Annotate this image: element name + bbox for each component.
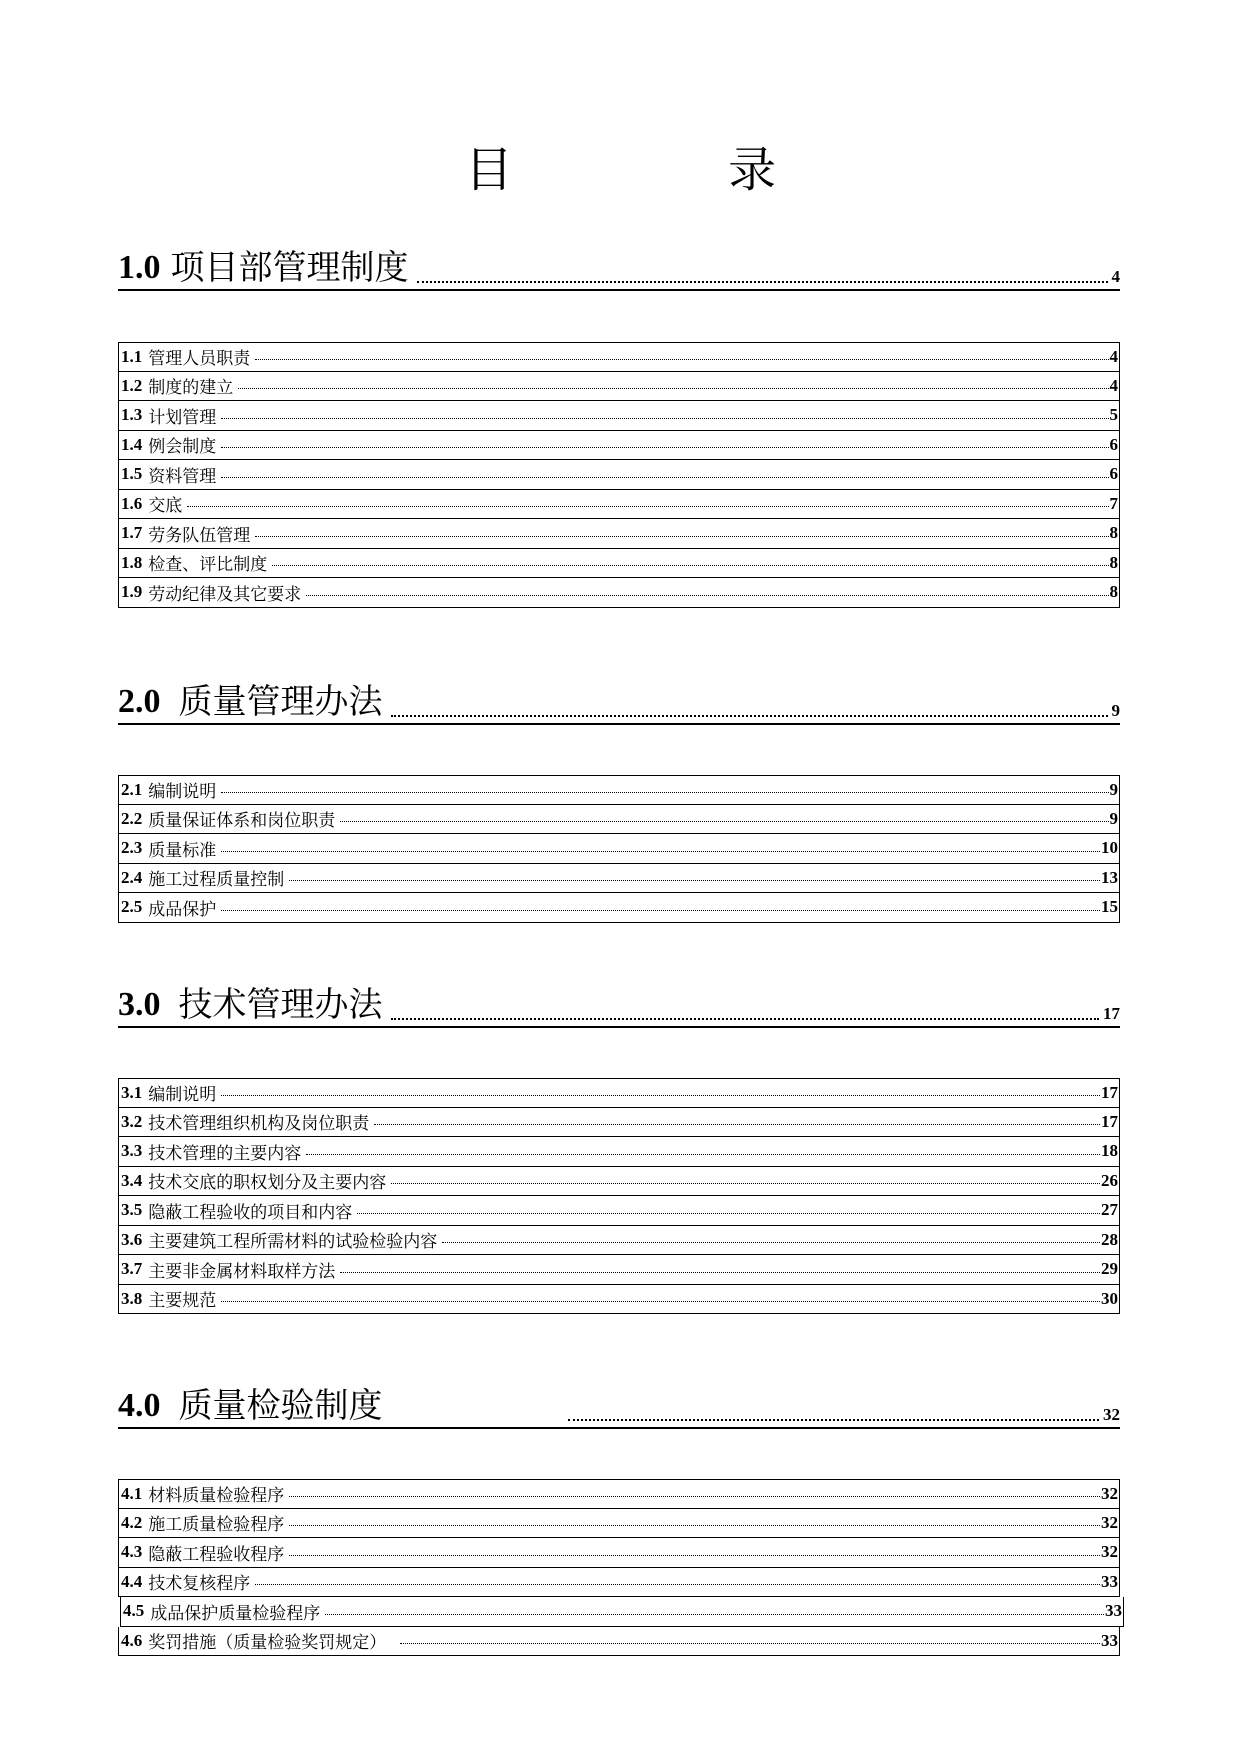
dot-leader <box>289 1525 1100 1526</box>
toc-entry[interactable] <box>118 1137 1120 1167</box>
entry-label: 成品保护 <box>148 899 217 920</box>
toc-entry[interactable] <box>118 1568 1120 1598</box>
entry-page-number: 6 <box>1109 464 1118 484</box>
entry-page-number: 17 <box>1101 1111 1118 1131</box>
entry-page-number: 13 <box>1101 867 1118 887</box>
dot-leader <box>221 910 1100 911</box>
toc-list <box>118 1479 1120 1656</box>
dot-leader <box>221 447 1108 448</box>
dot-leader <box>221 418 1108 419</box>
entry-number: 1.8 <box>121 552 143 572</box>
entry-page-number: 29 <box>1101 1259 1118 1279</box>
dot-leader <box>238 388 1108 389</box>
section-heading[interactable] <box>118 980 1120 1028</box>
entry-page-number: 4 <box>1109 375 1118 395</box>
entry-number: 1.1 <box>121 346 143 366</box>
entry-label: 计划管理 <box>148 407 217 428</box>
section-heading[interactable] <box>118 677 1120 725</box>
toc-entry[interactable] <box>118 805 1120 835</box>
entry-page-number: 5 <box>1109 405 1118 425</box>
entry-page-number: 33 <box>1101 1571 1118 1591</box>
entry-page-number: 33 <box>1101 1630 1118 1650</box>
dot-leader <box>391 1018 1100 1020</box>
entry-page-number: 18 <box>1101 1141 1118 1161</box>
dot-leader <box>391 1183 1100 1184</box>
page-title: 目 录 <box>464 142 877 198</box>
toc-entry[interactable] <box>118 1108 1120 1138</box>
toc-entry[interactable] <box>118 1196 1120 1226</box>
entry-label: 交底 <box>148 496 183 517</box>
toc-entry[interactable] <box>118 1479 1120 1509</box>
dot-leader <box>306 595 1108 596</box>
entry-page-number: 26 <box>1101 1170 1118 1190</box>
entry-number: 1.9 <box>121 582 143 602</box>
toc-entry[interactable] <box>118 1285 1120 1315</box>
dot-leader <box>272 565 1108 566</box>
entry-label: 编制说明 <box>148 1085 217 1106</box>
dot-leader <box>442 1242 1100 1243</box>
dot-leader <box>255 1584 1100 1585</box>
entry-number: 3.5 <box>121 1200 143 1220</box>
entry-number: 1.2 <box>121 375 143 395</box>
toc-entry[interactable] <box>118 519 1120 549</box>
entry-page-number: 4 <box>1109 346 1118 366</box>
dot-leader <box>289 1496 1100 1497</box>
entry-page-number: 32 <box>1101 1542 1118 1562</box>
entry-label: 检查、评比制度 <box>148 555 268 576</box>
dot-leader <box>255 536 1108 537</box>
toc-list <box>118 775 1120 923</box>
toc-entry[interactable] <box>118 834 1120 864</box>
section-number: 3.0 <box>118 986 161 1023</box>
toc-entry[interactable] <box>118 864 1120 894</box>
dot-leader <box>340 1272 1100 1273</box>
toc-entry[interactable] <box>118 1167 1120 1197</box>
dot-leader <box>255 359 1108 360</box>
entry-number: 1.6 <box>121 493 143 513</box>
entry-page-number: 32 <box>1101 1512 1118 1532</box>
toc-entry[interactable] <box>118 1538 1120 1568</box>
entry-number: 3.2 <box>121 1111 143 1131</box>
entry-label: 技术管理的主要内容 <box>148 1143 302 1164</box>
entry-label: 质量保证体系和岗位职责 <box>148 811 336 832</box>
entry-number: 1.3 <box>121 405 143 425</box>
entry-page-number: 8 <box>1109 582 1118 602</box>
entry-number: 4.1 <box>121 1483 143 1503</box>
entry-page-number: 8 <box>1109 523 1118 543</box>
entry-number: 4.5 <box>123 1601 145 1621</box>
toc-entry[interactable] <box>118 1226 1120 1256</box>
section-page-number: 9 <box>1111 701 1120 720</box>
entry-page-number: 10 <box>1101 838 1118 858</box>
entry-number: 4.2 <box>121 1512 143 1532</box>
entry-number: 1.7 <box>121 523 143 543</box>
dot-leader <box>568 1419 1100 1421</box>
toc-entry[interactable] <box>118 1255 1120 1285</box>
entry-number: 3.1 <box>121 1082 143 1102</box>
dot-leader <box>221 851 1100 852</box>
dot-leader <box>221 792 1108 793</box>
entry-page-number: 33 <box>1105 1601 1122 1621</box>
section-page-number: 17 <box>1103 1004 1120 1023</box>
section-number: 2.0 <box>118 683 161 720</box>
toc-entry[interactable] <box>118 372 1120 402</box>
entry-label: 施工质量检验程序 <box>148 1515 285 1536</box>
dot-leader <box>221 1301 1100 1302</box>
entry-label: 管理人员职责 <box>148 349 251 370</box>
entry-number: 3.8 <box>121 1288 143 1308</box>
entry-number: 4.6 <box>121 1630 143 1650</box>
entry-page-number: 9 <box>1109 779 1118 799</box>
entry-number: 3.7 <box>121 1259 143 1279</box>
entry-label: 施工过程质量控制 <box>148 870 285 891</box>
entry-page-number: 17 <box>1101 1082 1118 1102</box>
toc-entry[interactable] <box>118 490 1120 520</box>
entry-number: 1.5 <box>121 464 143 484</box>
entry-page-number: 8 <box>1109 552 1118 572</box>
toc-entry[interactable] <box>118 549 1120 579</box>
entry-page-number: 27 <box>1101 1200 1118 1220</box>
entry-label: 材料质量检验程序 <box>148 1486 285 1507</box>
dot-leader <box>357 1213 1100 1214</box>
entry-page-number: 6 <box>1109 434 1118 454</box>
section-title: 质量检验制度 <box>178 1386 383 1426</box>
entry-number: 2.1 <box>121 779 143 799</box>
toc-entry[interactable] <box>118 578 1120 608</box>
entry-number: 2.5 <box>121 897 143 917</box>
section-heading[interactable] <box>118 243 1120 291</box>
toc-list <box>118 1078 1120 1314</box>
dot-leader <box>306 1154 1100 1155</box>
section-title: 项目部管理制度 <box>170 248 409 288</box>
entry-page-number: 15 <box>1101 897 1118 917</box>
dot-leader <box>221 1095 1100 1096</box>
dot-leader <box>400 1643 1100 1644</box>
section-title: 技术管理办法 <box>178 985 383 1025</box>
dot-leader <box>289 880 1100 881</box>
dot-leader <box>374 1124 1100 1125</box>
entry-number: 2.3 <box>121 838 143 858</box>
entry-label: 编制说明 <box>148 782 217 803</box>
entry-number: 3.3 <box>121 1141 143 1161</box>
entry-label: 成品保护质量检验程序 <box>150 1603 321 1624</box>
entry-number: 2.2 <box>121 808 143 828</box>
toc-entry[interactable] <box>120 1597 1124 1627</box>
entry-number: 2.4 <box>121 867 143 887</box>
entry-label: 隐蔽工程验收程序 <box>148 1544 285 1565</box>
section-page-number: 32 <box>1103 1405 1120 1424</box>
section-heading[interactable] <box>118 1381 1120 1429</box>
entry-label: 奖罚措施（质量检验奖罚规定） <box>148 1633 387 1654</box>
toc-entry[interactable] <box>118 1509 1120 1539</box>
entry-label: 制度的建立 <box>148 378 234 399</box>
section-number: 4.0 <box>118 1387 161 1424</box>
entry-label: 主要规范 <box>148 1291 217 1312</box>
entry-label: 质量标准 <box>148 840 217 861</box>
dot-leader <box>221 477 1108 478</box>
entry-label: 技术管理组织机构及岗位职责 <box>148 1114 370 1135</box>
entry-label: 主要非金属材料取样方法 <box>148 1261 336 1282</box>
entry-number: 1.4 <box>121 434 143 454</box>
dot-leader <box>187 506 1108 507</box>
section-page-number: 4 <box>1111 267 1120 286</box>
toc-entry[interactable] <box>118 1078 1120 1108</box>
toc-list <box>118 342 1120 608</box>
toc-entry[interactable] <box>118 342 1120 372</box>
entry-label: 隐蔽工程验收的项目和内容 <box>148 1202 353 1223</box>
section-number: 1.0 <box>118 249 161 286</box>
entry-number: 4.3 <box>121 1542 143 1562</box>
entry-page-number: 7 <box>1109 493 1118 513</box>
dot-leader <box>340 821 1108 822</box>
dot-leader <box>325 1614 1104 1615</box>
entry-page-number: 28 <box>1101 1229 1118 1249</box>
entry-page-number: 9 <box>1109 808 1118 828</box>
toc-entry[interactable] <box>118 460 1120 490</box>
entry-number: 4.4 <box>121 1571 143 1591</box>
dot-leader <box>289 1555 1100 1556</box>
dot-leader <box>417 281 1108 283</box>
toc-entry[interactable] <box>118 431 1120 461</box>
entry-page-number: 32 <box>1101 1483 1118 1503</box>
entry-label: 技术交底的职权划分及主要内容 <box>148 1173 387 1194</box>
toc-entry[interactable] <box>118 775 1120 805</box>
entry-label: 技术复核程序 <box>148 1574 251 1595</box>
section-title: 质量管理办法 <box>178 682 383 722</box>
dot-leader <box>391 715 1108 717</box>
toc-entry[interactable] <box>118 401 1120 431</box>
entry-page-number: 30 <box>1101 1288 1118 1308</box>
entry-label: 主要建筑工程所需材料的试验检验内容 <box>148 1232 438 1253</box>
entry-number: 3.4 <box>121 1170 143 1190</box>
entry-label: 劳务队伍管理 <box>148 525 251 546</box>
entry-label: 资料管理 <box>148 466 217 487</box>
toc-entry[interactable] <box>118 1627 1120 1657</box>
entry-number: 3.6 <box>121 1229 143 1249</box>
toc-entry[interactable] <box>118 893 1120 923</box>
entry-label: 例会制度 <box>148 437 217 458</box>
entry-label: 劳动纪律及其它要求 <box>148 584 302 605</box>
